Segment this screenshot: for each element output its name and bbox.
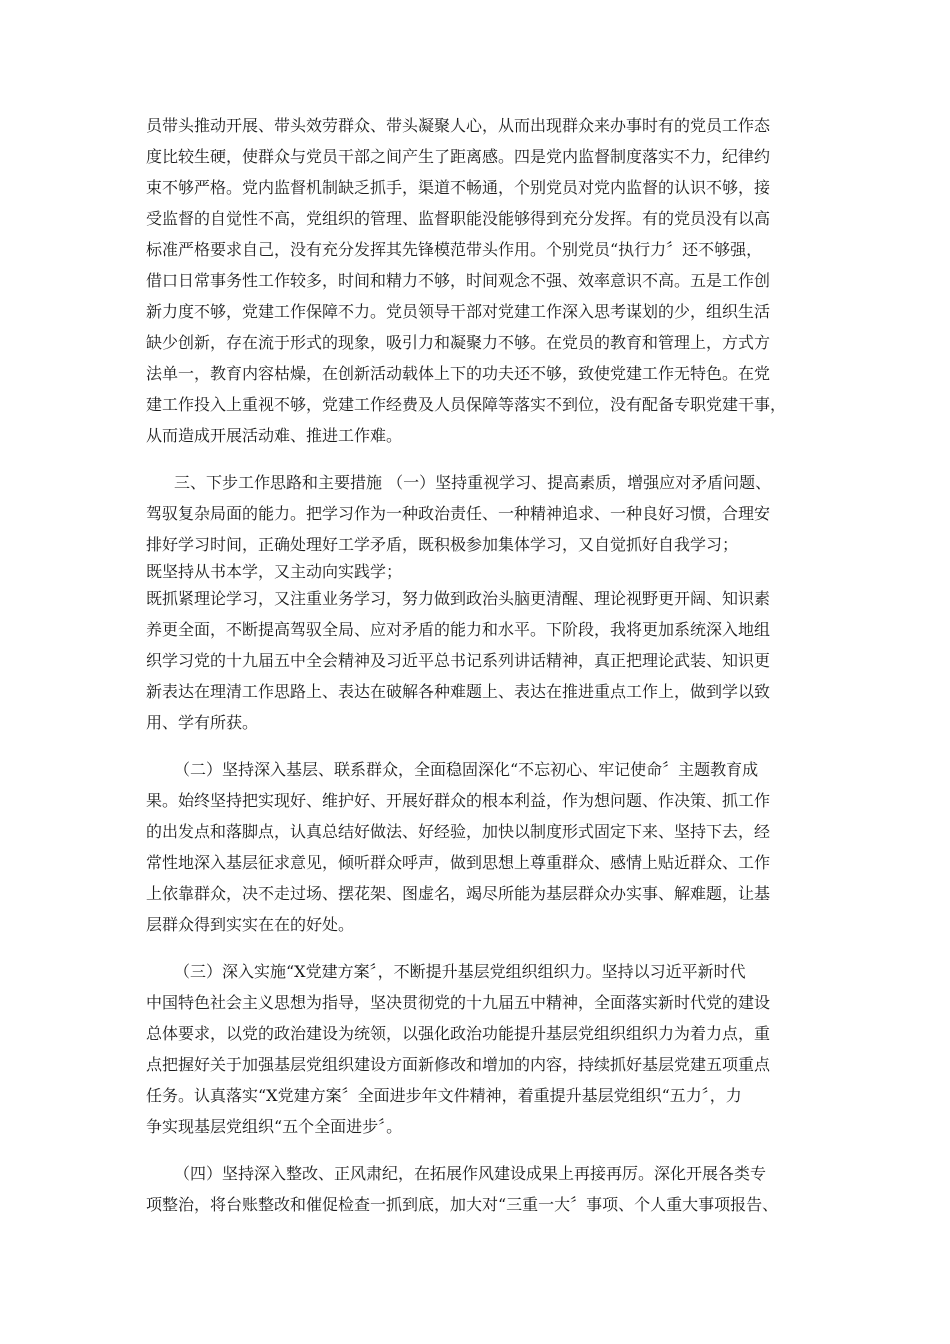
text-line: 束不够严格。党内监督机制缺乏抓手，渠道不畅通，个别党员对党内监督的认识不够，接 [146, 178, 771, 197]
text-line: 养更全面，不断提高驾驭全局、应对矛盾的能力和水平。下阶段，我将更加系统深入地组 [146, 620, 771, 639]
text-line: 缺少创新，存在流于形式的现象，吸引力和凝聚力不够。在党员的教育和管理上，方式方 [146, 333, 771, 352]
text-line: 驾驭复杂局面的能力。把学习作为一种政治责任、一种精神追求、一种良好习惯，合理安 [146, 504, 771, 523]
text-line: 从而造成开展活动难、推进工作难。 [146, 426, 403, 445]
text-line: 果。始终坚持把实现好、维护好、开展好群众的根本利益，作为想问题、作决策、抓工作 [146, 791, 771, 810]
text-line: 争实现基层党组织“五个全面进步〞。 [146, 1117, 403, 1136]
text-line: 标准严格要求自己，没有充分发挥其先锋模范带头作用。个别党员“执行力〞还不够强， [146, 240, 763, 259]
text-line: （三）深入实施“X党建方案〞，不断提升基层党组织组织力。坚持以习近平新时代 [174, 962, 746, 981]
text-line: 员带头推动开展、带头效劳群众、带头凝聚人心，从而出现群众来办事时有的党员工作态 [146, 116, 771, 135]
text-line: 用、学有所获。 [146, 713, 259, 732]
text-line: 常性地深入基层征求意见，倾听群众呼声，做到思想上尊重群众、感情上贴近群众、工作 [146, 853, 771, 872]
text-line: 的出发点和落脚点，认真总结好做法、好经验，加快以制度形式固定下来、坚持下去，经 [146, 822, 771, 841]
text-line: 上依靠群众，决不走过场、摆花架、图虚名，竭尽所能为基层群众办实事、解难题，让基 [146, 884, 771, 903]
text-line: 建工作投入上重视不够，党建工作经费及人员保障等落实不到位，没有配备专职党建干事， [146, 395, 787, 414]
text-line: 中国特色社会主义思想为指导，坚决贯彻党的十九届五中精神，全面落实新时代党的建设 [146, 993, 771, 1012]
text-line: 排好学习时间，正确处理好工学矛盾，既积极参加集体学习，又自觉抓好自我学习； [146, 535, 739, 554]
text-line: 受监督的自觉性不高，党组织的管理、监督职能没能够得到充分发挥。有的党员没有以高 [146, 209, 771, 228]
section-heading-line: 三、下步工作思路和主要措施 （一）坚持重视学习、提高素质，增强应对矛盾问题、 [174, 473, 772, 492]
text-line: （二）坚持深入基层、联系群众，全面稳固深化“不忘初心、牢记使命〞主题教育成 [174, 760, 759, 779]
text-line: 任务。认真落实“X党建方案〞全面进步年文件精神，着重提升基层党组织“五力〞，力 [146, 1086, 742, 1105]
text-line: 借口日常事务性工作较多，时间和精力不够，时间观念不强、效率意识不高。五是工作创 [146, 271, 771, 290]
text-line: 度比较生硬，使群众与党员干部之间产生了距离感。四是党内监督制度落实不力，纪律约 [146, 147, 771, 166]
text-line: 既抓紧理论学习，又注重业务学习，努力做到政治头脑更清醒、理论视野更开阔、知识素 [146, 589, 771, 608]
text-line: 新表达在理清工作思路上、表达在破解各种难题上、表达在推进重点工作上，做到学以致 [146, 682, 771, 701]
text-line: （四）坚持深入整改、正风肃纪，在拓展作风建设成果上再接再厉。深化开展各类专 [174, 1164, 767, 1183]
text-line: 新力度不够，党建工作保障不力。党员领导干部对党建工作深入思考谋划的少，组织生活 [146, 302, 771, 321]
text-line: 项整治，将台账整改和催促检查一抓到底，加大对“三重一大〞事项、个人重大事项报告、 [146, 1195, 779, 1214]
text-line: 法单一，教育内容枯燥，在创新活动载体上下的功夫还不够，致使党建工作无特色。在党 [146, 364, 771, 383]
text-line: 总体要求，以党的政治建设为统领，以强化政治功能提升基层党组织组织力为着力点，重 [146, 1024, 771, 1043]
text-line: 点把握好关于加强基层党组织建设方面新修改和增加的内容，持续抓好基层党建五项重点 [146, 1055, 771, 1074]
text-line: 层群众得到实实在在的好处。 [146, 915, 355, 934]
text-line: 织学习党的十九届五中全会精神及习近平总书记系列讲话精神，真正把理论武装、知识更 [146, 651, 771, 670]
text-line: 既坚持从书本学，又主动向实践学； [146, 562, 403, 581]
